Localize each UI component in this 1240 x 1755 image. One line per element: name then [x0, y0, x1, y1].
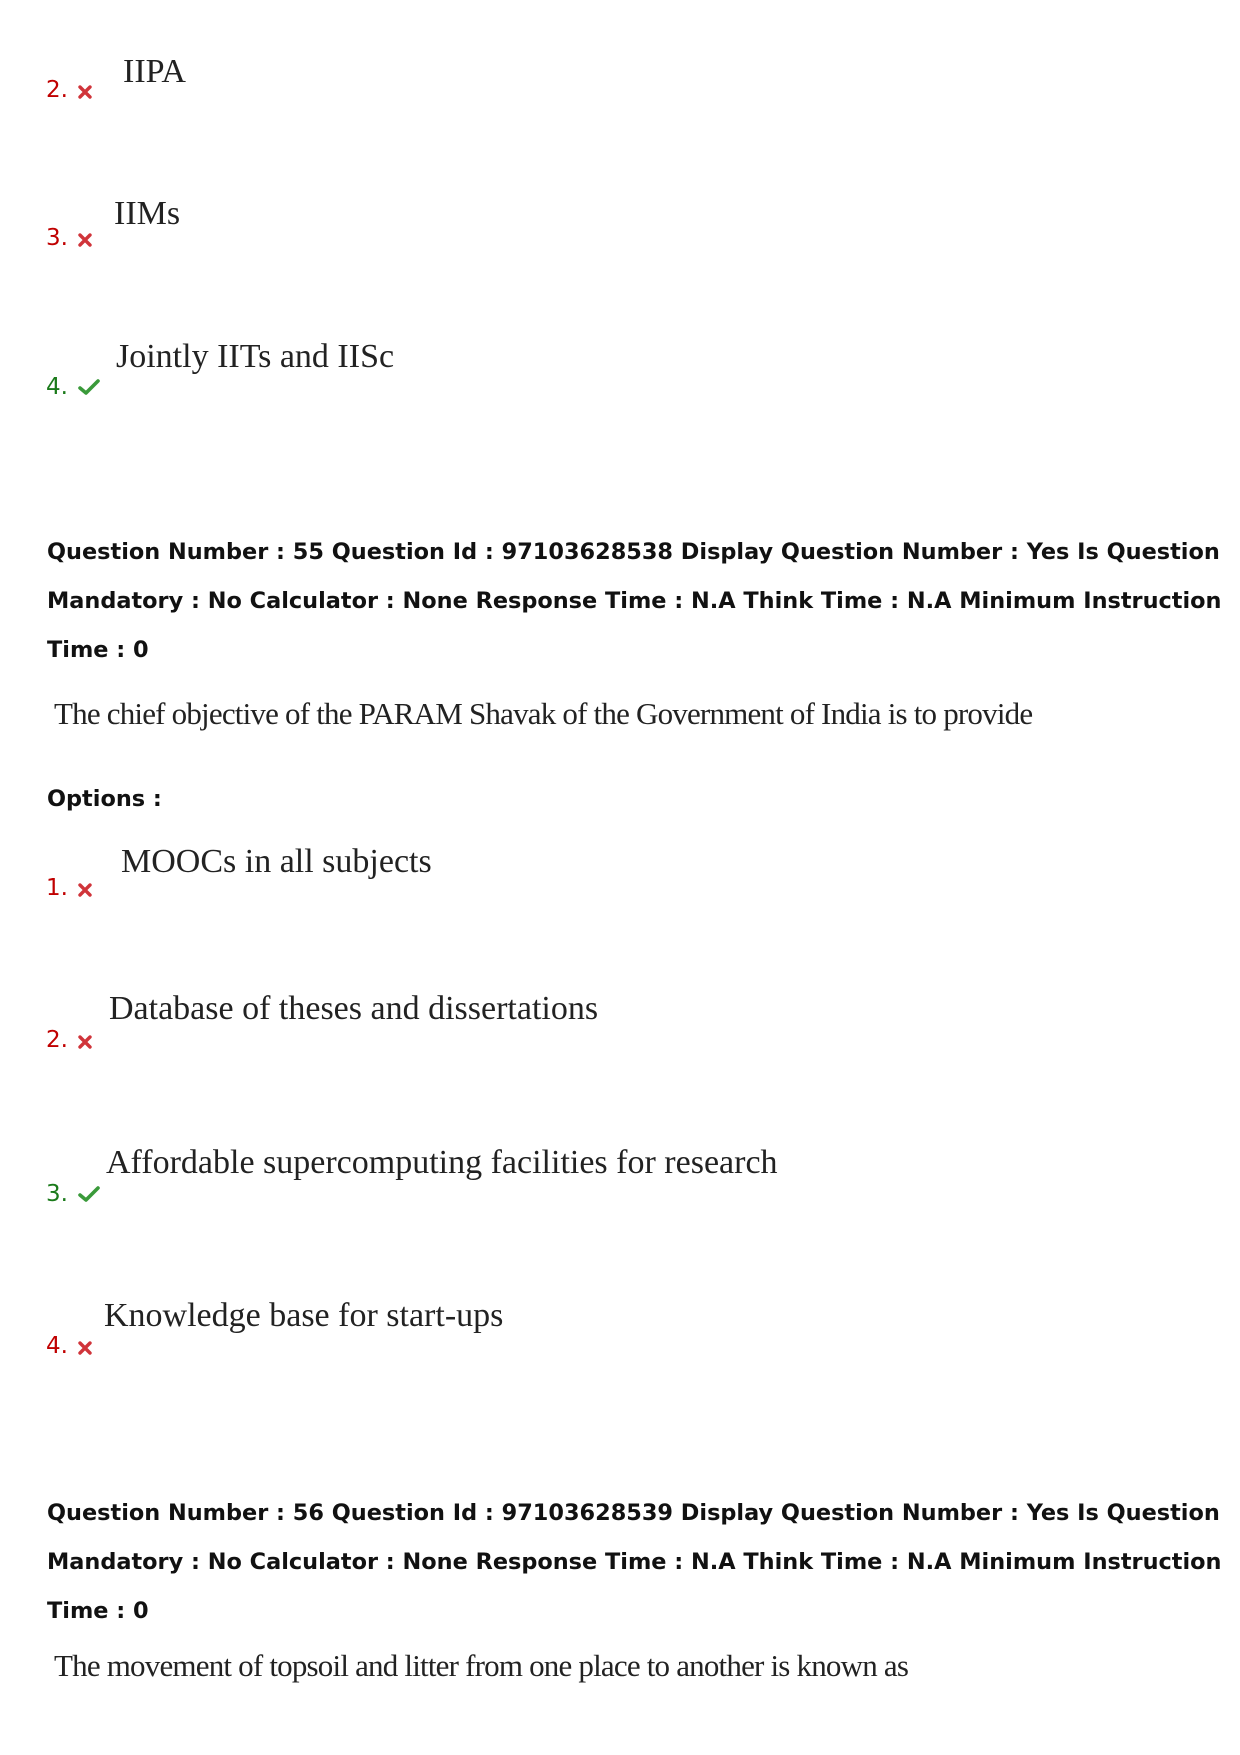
option-number: 3.	[46, 1183, 100, 1208]
option-text: Knowledge base for start-ups	[104, 1297, 504, 1334]
check-icon	[78, 1185, 100, 1208]
option-number: 4.	[46, 1335, 92, 1360]
cross-icon	[78, 229, 92, 252]
option-text: MOOCs in all subjects	[121, 843, 432, 880]
option-number: 2.	[46, 79, 92, 104]
question-meta-line: Mandatory : No Calculator : None Response Time : N.A Think Time : N.A Minimum Instruction	[47, 588, 1222, 614]
question-meta-line: Time : 0	[47, 1598, 149, 1624]
cross-icon	[78, 879, 92, 902]
option-text: IIPA	[123, 53, 186, 90]
cross-icon	[78, 1337, 92, 1360]
cross-icon	[78, 1031, 92, 1054]
option-number: 2.	[46, 1029, 92, 1054]
option-number: 3.	[46, 227, 92, 252]
question-meta-line: Mandatory : No Calculator : None Response Time : N.A Think Time : N.A Minimum Instruction	[47, 1549, 1222, 1575]
question-meta-line: Question Number : 55 Question Id : 97103628538 Display Question Number : Yes Is Question	[47, 539, 1220, 565]
option-text: Jointly IITs and IISc	[116, 338, 395, 375]
question-text: The movement of topsoil and litter from one place to another is known as	[54, 1648, 909, 1683]
question-text: The chief objective of the PARAM Shavak of the Government of India is to provide	[54, 696, 1033, 731]
option-text: Affordable supercomputing facilities for research	[106, 1144, 778, 1181]
option-text: Database of theses and dissertations	[109, 990, 599, 1027]
option-number: 1.	[46, 877, 92, 902]
question-meta-line: Question Number : 56 Question Id : 97103628539 Display Question Number : Yes Is Question	[47, 1500, 1220, 1526]
question-meta	[47, 528, 1227, 675]
cross-icon	[78, 81, 92, 104]
option-number: 4.	[46, 376, 100, 401]
question-meta	[47, 1489, 1227, 1636]
check-icon	[78, 378, 100, 401]
question-meta-line: Time : 0	[47, 637, 149, 663]
options-label: Options :	[47, 786, 162, 812]
option-text: IIMs	[114, 195, 181, 232]
